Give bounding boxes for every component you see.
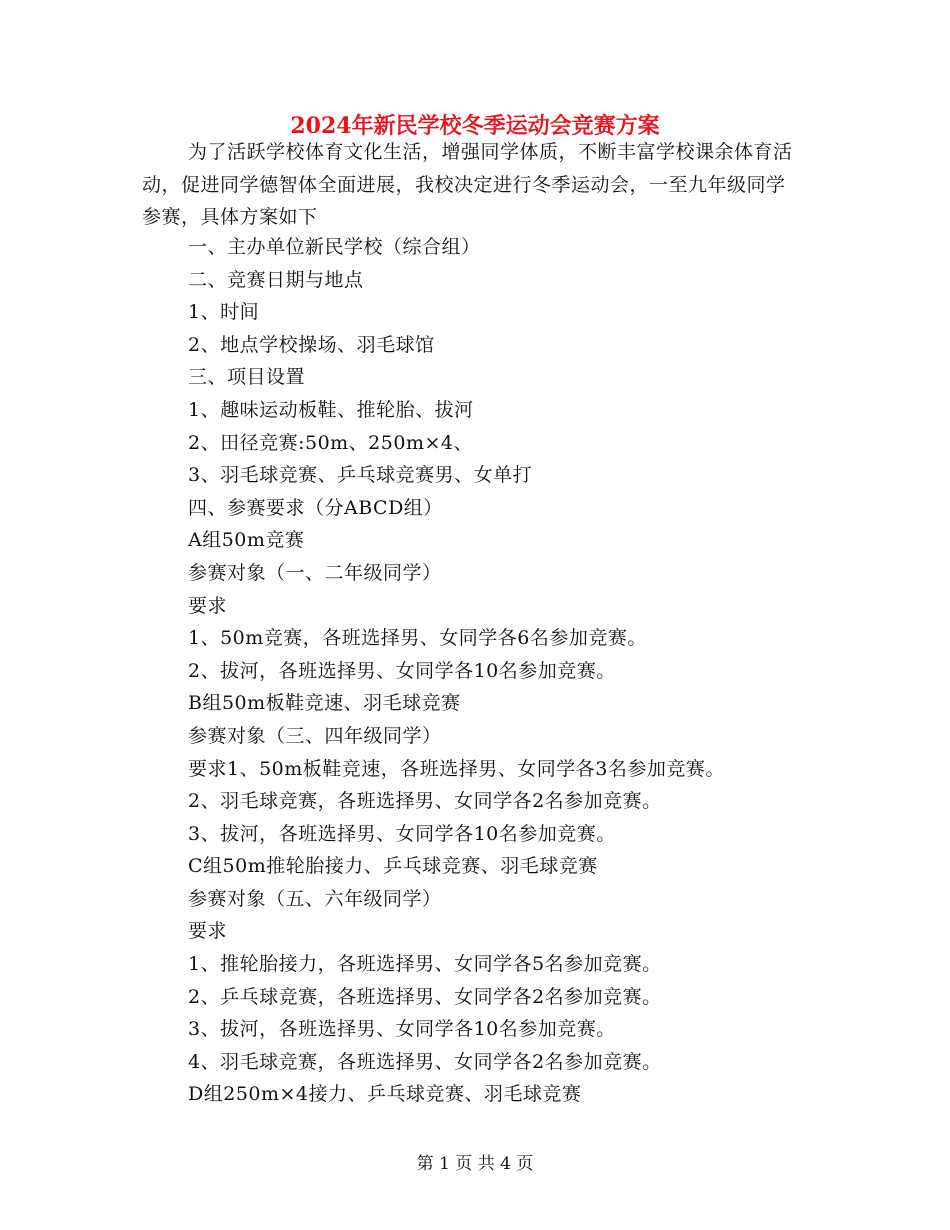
body-line: 3、拔河，各班选择男、女同学各10名参加竞赛。: [188, 822, 616, 845]
page-footer: 第 1 页 共 4 页: [416, 1154, 534, 1174]
body-line: B组50m板鞋竞速、羽毛球竞赛: [188, 692, 461, 715]
body-lines: [188, 231, 828, 1111]
body-line: 要求: [188, 920, 228, 943]
body-line: 3、羽毛球竞赛、乒乓球竞赛男、女单打: [188, 464, 533, 487]
body-line: A组50m竞赛: [188, 529, 305, 552]
intro-paragraph: 为了活跃学校体育文化生活，增强同学体质，不断丰富学校课余体育活动，促进同学德智体全面进展，我校决定进行冬季运动会，一至九年级同学参赛，具体方案如下: [142, 141, 793, 228]
body-line: 1、时间: [188, 301, 260, 324]
body-line: 二、竞赛日期与地点: [188, 268, 364, 291]
body-line: 1、趣味运动板鞋、推轮胎、拔河: [188, 398, 474, 421]
body-line: 参赛对象（三、四年级同学）: [188, 724, 442, 747]
document-title: 2024年新民学校冬季运动会竞赛方案: [290, 113, 660, 139]
body-line: 三、项目设置: [188, 366, 306, 389]
body-line: 2、拔河，各班选择男、女同学各10名参加竞赛。: [188, 659, 616, 682]
body-line: 2、地点学校操场、羽毛球馆: [188, 333, 435, 356]
body-line: C组50m推轮胎接力、乒乓球竞赛、羽毛球竞赛: [188, 855, 598, 878]
body-line: 3、拔河，各班选择男、女同学各10名参加竞赛。: [188, 1018, 616, 1041]
body-line: 四、参赛要求（分ABCD组）: [188, 496, 443, 519]
body-line: 2、田径竞赛:50m、250m×4、: [188, 431, 473, 454]
body-line: 1、50m竞赛，各班选择男、女同学各6名参加竞赛。: [188, 627, 647, 650]
body-line: 1、推轮胎接力，各班选择男、女同学各5名参加竞赛。: [188, 953, 662, 976]
body-line: 4、羽毛球竞赛，各班选择男、女同学各2名参加竞赛。: [188, 1050, 662, 1073]
body-line: 2、乒乓球竞赛，各班选择男、女同学各2名参加竞赛。: [188, 985, 662, 1008]
body-line: 要求1、50m板鞋竞速，各班选择男、女同学各3名参加竞赛。: [188, 757, 725, 780]
body-line: 一、主办单位新民学校（综合组）: [188, 236, 481, 258]
body-line: 2、羽毛球竞赛，各班选择男、女同学各2名参加竞赛。: [188, 790, 662, 813]
body-line: 参赛对象（五、六年级同学）: [188, 887, 442, 910]
body-line: 要求: [188, 594, 228, 617]
body-line: 参赛对象（一、二年级同学）: [188, 561, 442, 584]
body-line: D组250m×4接力、乒乓球竞赛、羽毛球竞赛: [188, 1083, 582, 1106]
